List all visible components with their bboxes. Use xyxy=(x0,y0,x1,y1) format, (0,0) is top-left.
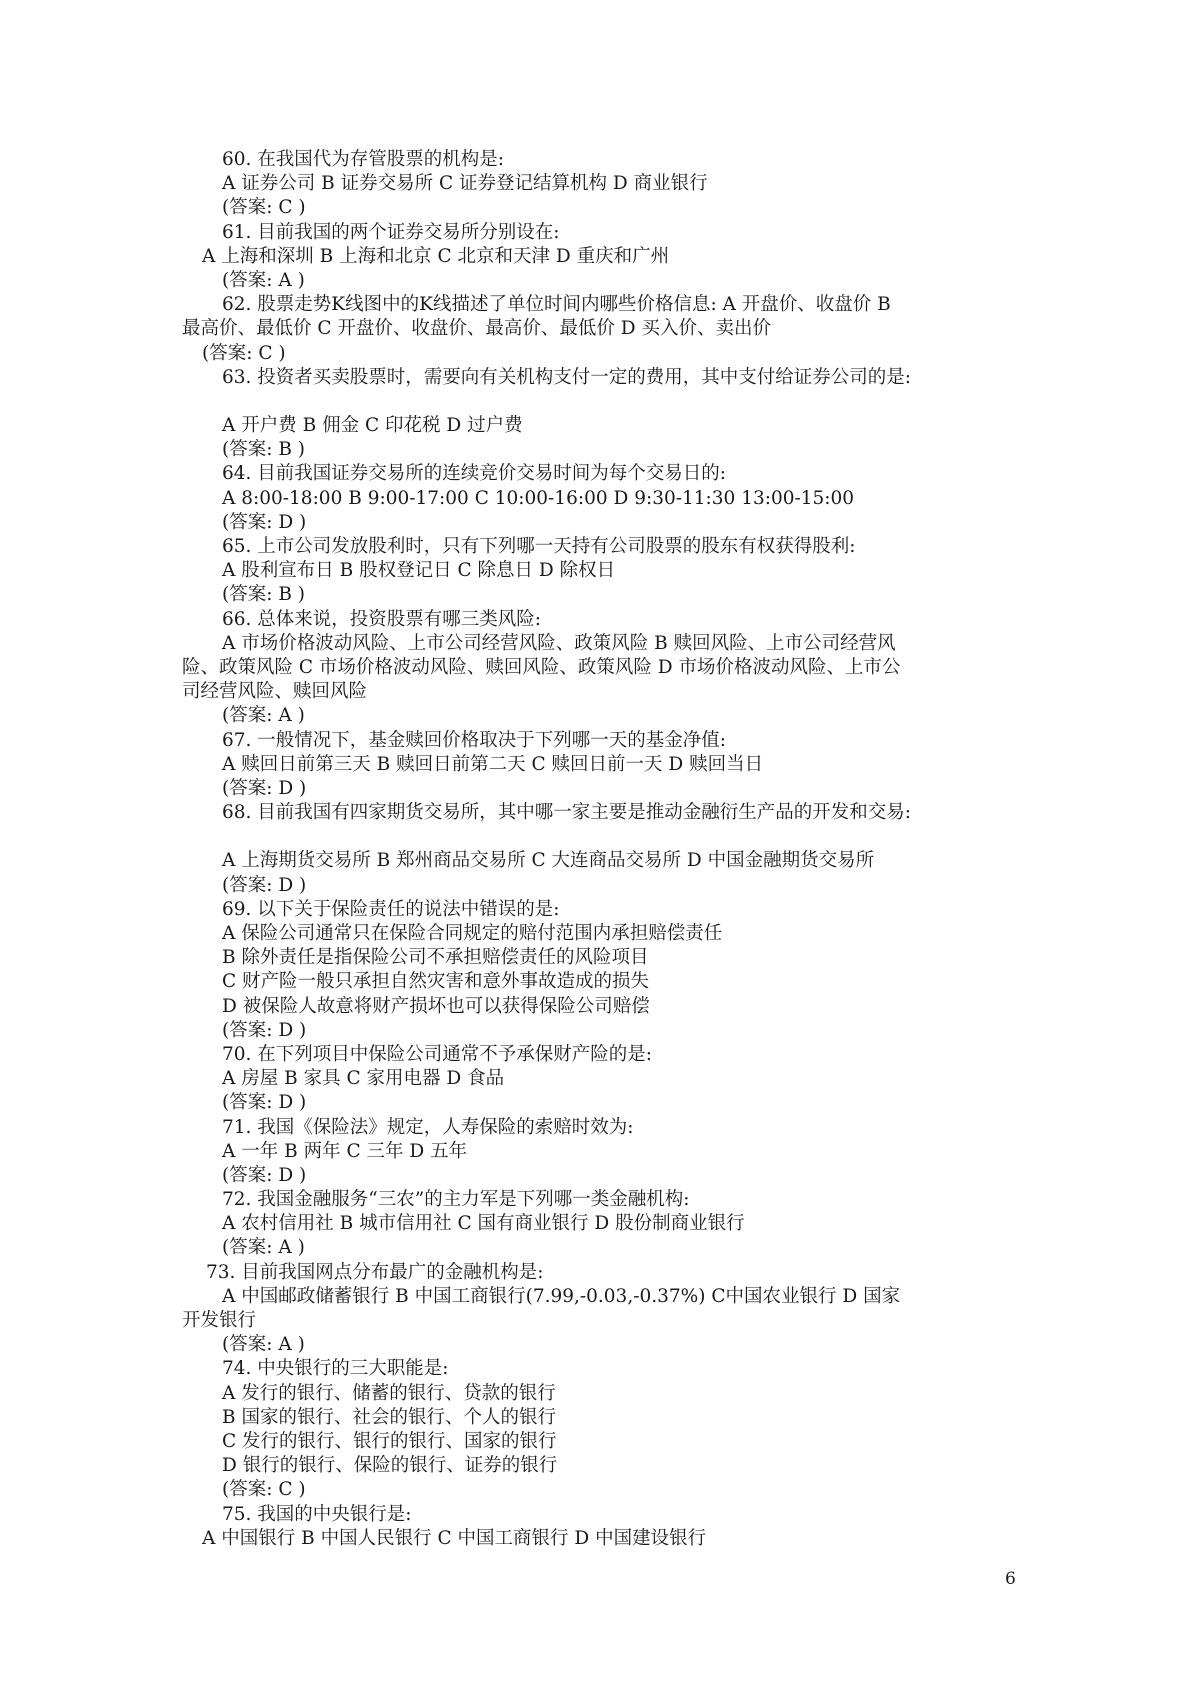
option-74-d: D 银行的银行、保险的银行、证券的银行 xyxy=(222,1455,558,1477)
options-62: 最高价、最低价 C 开盘价、收盘价、最高价、最低价 D 买入价、卖出价 xyxy=(182,318,772,340)
question-list xyxy=(182,148,1012,1551)
options-66-cont: 险、政策风险 C 市场价格波动风险、赎回风险、政策风险 D 市场价格波动风险、上市公 xyxy=(182,656,901,678)
option-69-a: A 保险公司通常只在保险合同规定的赔付范围内承担赔偿责任 xyxy=(222,923,723,944)
option-74-b: B 国家的银行、社会的银行、个人的银行 xyxy=(222,1406,556,1428)
question-70: 70. 在下列项目中保险公司通常不予承保财产险的是: xyxy=(222,1043,653,1065)
blank-line xyxy=(182,390,1012,414)
option-69-d: D 被保险人故意将财产损坏也可以获得保险公司赔偿 xyxy=(222,995,650,1017)
options-73-cont: 开发银行 xyxy=(182,1310,257,1331)
options-68: A 上海期货交易所 B 郑州商品交易所 C 大连商品交易所 D 中国金融期货交易所 xyxy=(222,850,875,872)
question-72: 72. 我国金融服务“三农”的主力军是下列哪一类金融机构: xyxy=(222,1189,690,1211)
answer-73: (答案: A ) xyxy=(222,1334,305,1356)
answer-68: (答案: D ) xyxy=(222,874,307,896)
answer-72: (答案: A ) xyxy=(222,1237,305,1259)
options-65: A 股利宣布日 B 股权登记日 C 除息日 D 除权日 xyxy=(222,560,616,582)
options-70: A 房屋 B 家具 C 家用电器 D 食品 xyxy=(222,1068,505,1090)
answer-67: (答案: D ) xyxy=(222,777,307,799)
options-67: A 赎回日前第三天 B 赎回日前第二天 C 赎回日前一天 D 赎回当日 xyxy=(222,753,764,775)
question-60: 60. 在我国代为存管股票的机构是: xyxy=(222,149,505,170)
options-61: A 上海和深圳 B 上海和北京 C 北京和天津 D 重庆和广州 xyxy=(202,245,670,267)
answer-63: (答案: B ) xyxy=(222,439,306,461)
answer-66: (答案: A ) xyxy=(222,705,305,727)
options-66-cont2: 司经营风险、赎回风险 xyxy=(182,681,368,703)
question-67: 67. 一般情况下，基金赎回价格取决于下列哪一天的基金净值: xyxy=(222,729,727,751)
question-66: 66. 总体来说，投资股票有哪三类风险: xyxy=(222,608,542,630)
question-61: 61. 目前我国的两个证券交易所分别设在: xyxy=(222,221,560,243)
answer-64: (答案: D ) xyxy=(222,511,307,533)
answer-70: (答案: D ) xyxy=(222,1092,307,1114)
options-66: A 市场价格波动风险、上市公司经营风险、政策风险 B 赎回风险、上市公司经营风 xyxy=(222,632,896,654)
question-64: 64. 目前我国证券交易所的连续竞价交易时间为每个交易日的: xyxy=(222,463,727,485)
question-65: 65. 上市公司发放股利时，只有下列哪一天持有公司股票的股东有权获得股利: xyxy=(222,536,856,557)
option-69-c: C 财产险一般只承担自然灾害和意外事故造成的损失 xyxy=(222,971,650,993)
question-71: 71. 我国《保险法》规定，人寿保险的索赔时效为: xyxy=(222,1116,634,1138)
option-69-b: B 除外责任是指保险公司不承担赔偿责任的风险项目 xyxy=(222,947,649,969)
answer-62: (答案: C ) xyxy=(202,342,286,364)
answer-61: (答案: A ) xyxy=(222,269,305,291)
page-number: 6 xyxy=(1005,1569,1016,1589)
option-74-c: C 发行的银行、银行的银行、国家的银行 xyxy=(222,1430,557,1452)
options-60: A 证券公司 B 证券交易所 C 证券登记结算机构 D 商业银行 xyxy=(222,173,708,195)
question-73: 73. 目前我国网点分布最广的金融机构是: xyxy=(206,1261,544,1283)
options-63: A 开户费 B 佣金 C 印花税 D 过户费 xyxy=(222,415,523,437)
options-71: A 一年 B 两年 C 三年 D 五年 xyxy=(222,1140,468,1162)
options-73: A 中国邮政储蓄银行 B 中国工商银行(7.99,-0.03,-0.37%) C中国农业银行 D 国家 xyxy=(222,1285,901,1307)
blank-line xyxy=(182,825,1012,849)
answer-74: (答案: C ) xyxy=(222,1479,306,1501)
question-63: 63. 投资者买卖股票时，需要向有关机构支付一定的费用，其中支付给证券公司的是: xyxy=(222,366,912,388)
question-74: 74. 中央银行的三大职能是: xyxy=(222,1358,449,1380)
question-62: 62. 股票走势K线图中的K线描述了单位时间内哪些价格信息: A 开盘价、收盘价 B xyxy=(222,294,891,316)
options-75: A 中国银行 B 中国人民银行 C 中国工商银行 D 中国建设银行 xyxy=(202,1527,707,1549)
question-68: 68. 目前我国有四家期货交易所，其中哪一家主要是推动金融衍生产品的开发和交易: xyxy=(222,802,912,824)
options-64: A 8:00-18:00 B 9:00-17:00 C 10:00-16:00 D 9:30-11:30 13:00-15:00 xyxy=(222,487,855,509)
question-75: 75. 我国的中央银行是: xyxy=(222,1503,412,1525)
answer-65: (答案: B ) xyxy=(222,584,306,606)
answer-69: (答案: D ) xyxy=(222,1019,307,1041)
answer-71: (答案: D ) xyxy=(222,1164,307,1186)
option-74-a: A 发行的银行、储蓄的银行、贷款的银行 xyxy=(222,1382,556,1404)
answer-60: (答案: C ) xyxy=(222,197,306,219)
options-72: A 农村信用社 B 城市信用社 C 国有商业银行 D 股份制商业银行 xyxy=(222,1213,745,1235)
question-69: 69. 以下关于保险责任的说法中错误的是: xyxy=(222,898,560,920)
